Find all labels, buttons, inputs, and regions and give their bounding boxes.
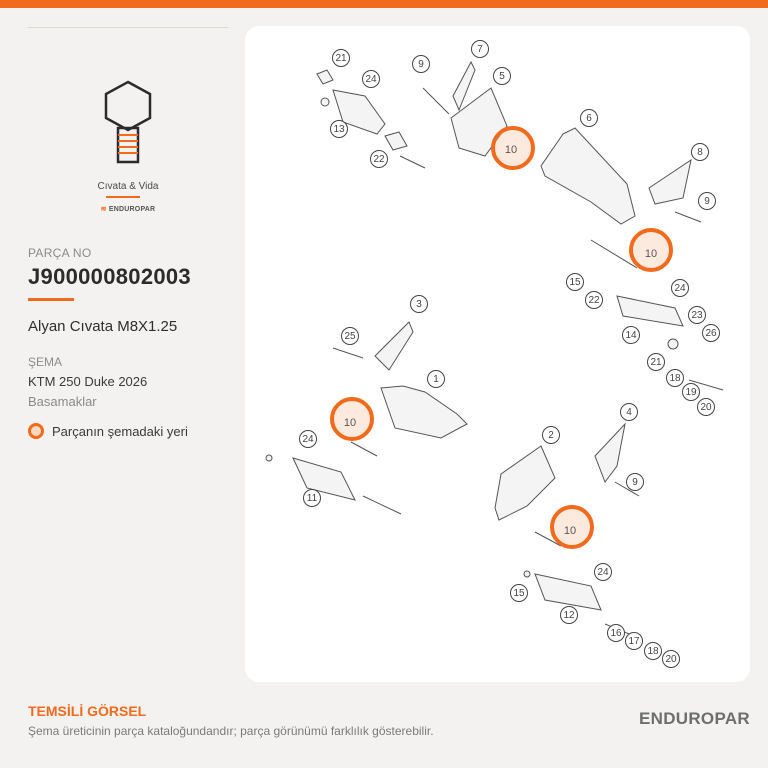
brand-mark-icon: ≋ (100, 206, 107, 213)
callout-label: 2 (548, 430, 554, 441)
category-label: Cıvata & Vida (97, 181, 159, 192)
callout-label: 9 (418, 59, 424, 70)
callout (371, 151, 388, 168)
callout-label: 21 (335, 53, 347, 64)
header-divider (28, 27, 228, 28)
schema-group: Basamaklar (28, 394, 97, 409)
callout-label: 7 (477, 44, 483, 55)
callout-label: 17 (628, 636, 640, 647)
part-number: J900000802003 (28, 264, 191, 289)
footer-title: TEMSİLİ GÖRSEL (28, 703, 147, 719)
callout (689, 307, 706, 324)
footer-note: Şema üreticinin parça kataloğundandır; parça görünümü farklılık gösterebilir. (28, 724, 434, 738)
top-accent-bar (0, 0, 768, 8)
legend (28, 423, 188, 439)
callout-label: 9 (632, 477, 638, 488)
callout-label: 8 (697, 147, 703, 158)
exploded-diagram (245, 26, 750, 682)
brand-logo-small (88, 205, 168, 213)
callout (586, 292, 603, 309)
highlight-label: 10 (504, 144, 518, 156)
callout-label: 22 (588, 295, 600, 306)
callout-label: 11 (306, 493, 318, 504)
callout-label: 1 (433, 374, 439, 385)
callout (304, 490, 321, 507)
callout (648, 354, 665, 371)
callout (623, 327, 640, 344)
callout-label: 5 (499, 71, 505, 82)
brand-small-text: ENDUROPAR (108, 206, 156, 213)
highlight-label: 10 (343, 417, 357, 429)
callout-label: 26 (705, 328, 717, 339)
callout (672, 280, 689, 297)
callout (543, 427, 560, 444)
callout (363, 71, 380, 88)
callout-label: 18 (647, 646, 659, 657)
callout-label: 19 (685, 387, 697, 398)
callout-label: 6 (586, 113, 592, 124)
callout-label: 23 (691, 310, 703, 321)
callout (698, 399, 715, 416)
callout-label: 14 (625, 330, 637, 341)
callout (331, 121, 348, 138)
callout (300, 431, 317, 448)
callout-label: 24 (674, 283, 686, 294)
schema-label: ŞEMA (28, 355, 63, 369)
callout (626, 633, 643, 650)
callout-label: 20 (665, 654, 677, 665)
callout (413, 56, 430, 73)
callout-label: 12 (563, 610, 575, 621)
callout-label: 15 (513, 588, 525, 599)
part-number-label: PARÇA NO (28, 246, 92, 260)
callout-label: 20 (700, 402, 712, 413)
bolt-icon (100, 80, 156, 170)
callout (581, 110, 598, 127)
diagram-panel (245, 26, 750, 682)
footer-brand: ENDUROPAR (638, 709, 750, 728)
callout (645, 643, 662, 660)
callout (567, 274, 584, 291)
legend-text: Parçanın şemadaki yeri (52, 423, 188, 439)
callout-label: 21 (650, 357, 662, 368)
callout (667, 370, 684, 387)
category-underline (106, 196, 140, 198)
callout-label: 4 (626, 407, 632, 418)
callout-label: 24 (302, 434, 314, 445)
callout (627, 474, 644, 491)
highlight-label: 10 (563, 525, 577, 537)
callout-label: 22 (373, 154, 385, 165)
callout-label: 3 (416, 299, 422, 310)
callout (411, 296, 428, 313)
callout-label: 9 (704, 196, 710, 207)
part-number-underline (28, 298, 74, 301)
part-name: Alyan Cıvata M8X1.25 (28, 318, 178, 335)
schema-model: KTM 250 Duke 2026 (28, 374, 148, 389)
callout (663, 651, 680, 668)
highlight-label: 10 (644, 248, 658, 260)
callout (494, 68, 511, 85)
callout (428, 371, 445, 388)
callout-label: 25 (344, 331, 356, 342)
callout-label: 18 (669, 373, 681, 384)
callout (608, 625, 625, 642)
callout (472, 41, 489, 58)
callout (333, 50, 350, 67)
callout-label: 24 (597, 567, 609, 578)
callout (692, 144, 709, 161)
callout (561, 607, 578, 624)
callout (342, 328, 359, 345)
callout-label: 13 (333, 124, 345, 135)
callout (683, 384, 700, 401)
highlight-dot-icon (28, 423, 44, 439)
category-card (28, 60, 228, 230)
callout (699, 193, 716, 210)
callout-label: 16 (610, 628, 622, 639)
callout (595, 564, 612, 581)
callout (621, 404, 638, 421)
callout (703, 325, 720, 342)
callout (511, 585, 528, 602)
callout-label: 24 (365, 74, 377, 85)
callout-label: 15 (569, 277, 581, 288)
